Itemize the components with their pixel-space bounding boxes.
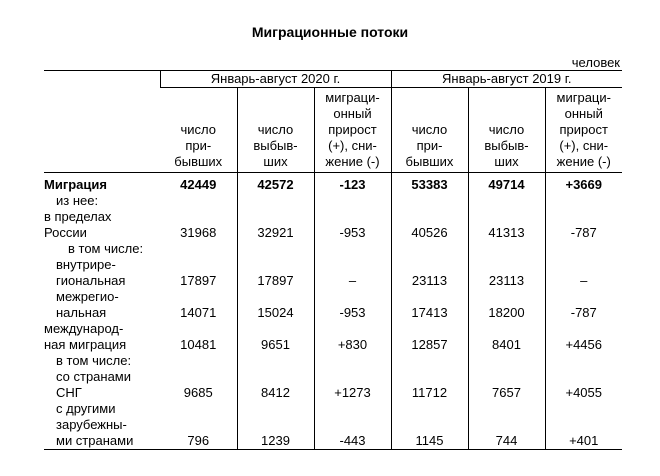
column-header-line: ших — [494, 154, 519, 169]
row-label — [44, 193, 160, 241]
table-body — [44, 173, 622, 450]
table-cell: -123 — [314, 173, 391, 194]
table-cell: 9651 — [237, 321, 314, 353]
table-cell: 17413 — [391, 289, 468, 321]
period-header-2020: Январь-август 2020 г. — [160, 71, 391, 88]
table-row — [44, 289, 622, 321]
column-header-line: бывших — [405, 154, 454, 169]
row-label-line: из нее: — [56, 193, 99, 208]
table-cell: 8401 — [468, 321, 545, 353]
table-cell: +401 — [545, 401, 622, 450]
row-label — [44, 289, 160, 321]
table-cell: +4055 — [545, 353, 622, 401]
table-cell: 18200 — [468, 289, 545, 321]
row-label — [44, 401, 160, 450]
row-label-line: СНГ — [56, 385, 82, 400]
column-header-line: число — [488, 122, 525, 137]
column-header-line: бывших — [174, 154, 223, 169]
column-header — [468, 88, 545, 173]
table-cell: 23113 — [391, 241, 468, 289]
table-cell: 10481 — [180, 337, 217, 352]
table-cell: +4456 — [545, 321, 622, 353]
row-label-line: со странами — [56, 369, 132, 384]
table-cell: -443 — [314, 401, 391, 450]
column-header-line: миграци- — [325, 90, 380, 105]
period-header-2019: Январь-август 2019 г. — [391, 71, 622, 88]
table-cell: 8412 — [237, 353, 314, 401]
row-label-line: России — [44, 225, 87, 240]
table-row — [44, 173, 622, 194]
column-header-line: онный — [333, 106, 372, 121]
column-header — [314, 88, 391, 173]
row-label-line: международ- — [44, 321, 124, 336]
column-header-line: при- — [416, 138, 443, 153]
row-label — [44, 321, 160, 353]
table-cell: +1273 — [314, 353, 391, 401]
column-header-row — [44, 88, 622, 173]
column-header-line: (+), сни- — [328, 138, 377, 153]
row-label-line: в том числе: — [68, 241, 144, 256]
header-corner — [44, 71, 160, 88]
column-header-line: число — [257, 122, 294, 137]
row-label-line: ми странами — [56, 433, 134, 448]
row-label-line: нальная — [56, 305, 107, 320]
table-cell: 796 — [160, 401, 237, 450]
column-header-line: при- — [185, 138, 212, 153]
table-cell: 17897 — [237, 241, 314, 289]
column-header — [237, 88, 314, 173]
row-label — [44, 173, 160, 194]
column-header-line: (+), сни- — [559, 138, 609, 153]
table-row — [44, 353, 622, 401]
table-cell: 17897 — [180, 273, 217, 288]
table-cell: 40526 — [391, 193, 468, 241]
table-cell: 23113 — [468, 241, 545, 289]
table-cell: -787 — [545, 289, 622, 321]
table-cell: 14071 — [180, 305, 217, 320]
table-cell: -953 — [314, 193, 391, 241]
table-cell: 1145 — [391, 401, 468, 450]
table-cell: 42572 — [237, 173, 314, 194]
column-header-line: выбыв- — [253, 138, 298, 153]
row-label-line: зарубежны- — [56, 417, 127, 432]
column-header-line: миграци- — [556, 90, 611, 105]
row-label-line: ная миграция — [44, 337, 127, 352]
row-label-line: в том числе: — [56, 353, 132, 368]
column-header-line: выбыв- — [484, 138, 529, 153]
column-header — [545, 88, 622, 173]
column-header-line: ших — [263, 154, 288, 169]
table-cell: 49714 — [468, 173, 545, 194]
column-header-line: число — [411, 122, 448, 137]
table-cell: – — [545, 241, 622, 289]
table-cell: 1239 — [237, 401, 314, 450]
table-cell: 9685 — [183, 385, 213, 400]
table-cell: 7657 — [468, 353, 545, 401]
table-cell: 15024 — [237, 289, 314, 321]
table-row — [44, 193, 622, 241]
row-label — [44, 353, 160, 401]
column-header-line: онный — [564, 106, 603, 121]
table-cell: -953 — [314, 289, 391, 321]
table-cell: +830 — [314, 321, 391, 353]
table-cell: 11712 — [391, 353, 468, 401]
page-title: Миграционные потоки — [251, 24, 409, 40]
column-header — [160, 88, 237, 173]
migration-table — [44, 70, 622, 450]
column-header — [391, 88, 468, 173]
table-cell: 32921 — [237, 193, 314, 241]
table-cell: -787 — [545, 193, 622, 241]
table-row — [44, 401, 622, 450]
table-cell: +3669 — [545, 173, 622, 194]
row-label-line: внутрире- — [56, 257, 116, 272]
table-cell: 31968 — [180, 225, 217, 240]
header-corner-sub — [44, 88, 160, 173]
table-cell: – — [314, 241, 391, 289]
column-header-line: число — [180, 122, 216, 137]
table-row — [44, 241, 622, 289]
row-label-line: межрегио- — [56, 289, 119, 304]
row-label-line: гиональная — [56, 273, 126, 288]
table-row — [44, 321, 622, 353]
row-label-line: Миграция — [44, 177, 107, 192]
column-header-line: жение (-) — [556, 154, 611, 169]
row-label-line: с другими — [56, 401, 116, 416]
table-cell: 744 — [468, 401, 545, 450]
column-header-line: прирост — [328, 122, 377, 137]
table-cell: 42449 — [180, 177, 217, 192]
column-header-line: жение (-) — [325, 154, 380, 169]
row-label — [44, 241, 160, 289]
column-header-line: прирост — [559, 122, 608, 137]
table-cell: 12857 — [391, 321, 468, 353]
table-cell: 53383 — [391, 173, 468, 194]
row-label-line: в пределах — [44, 209, 112, 224]
table-cell: 41313 — [468, 193, 545, 241]
unit-label: человек — [571, 55, 620, 70]
